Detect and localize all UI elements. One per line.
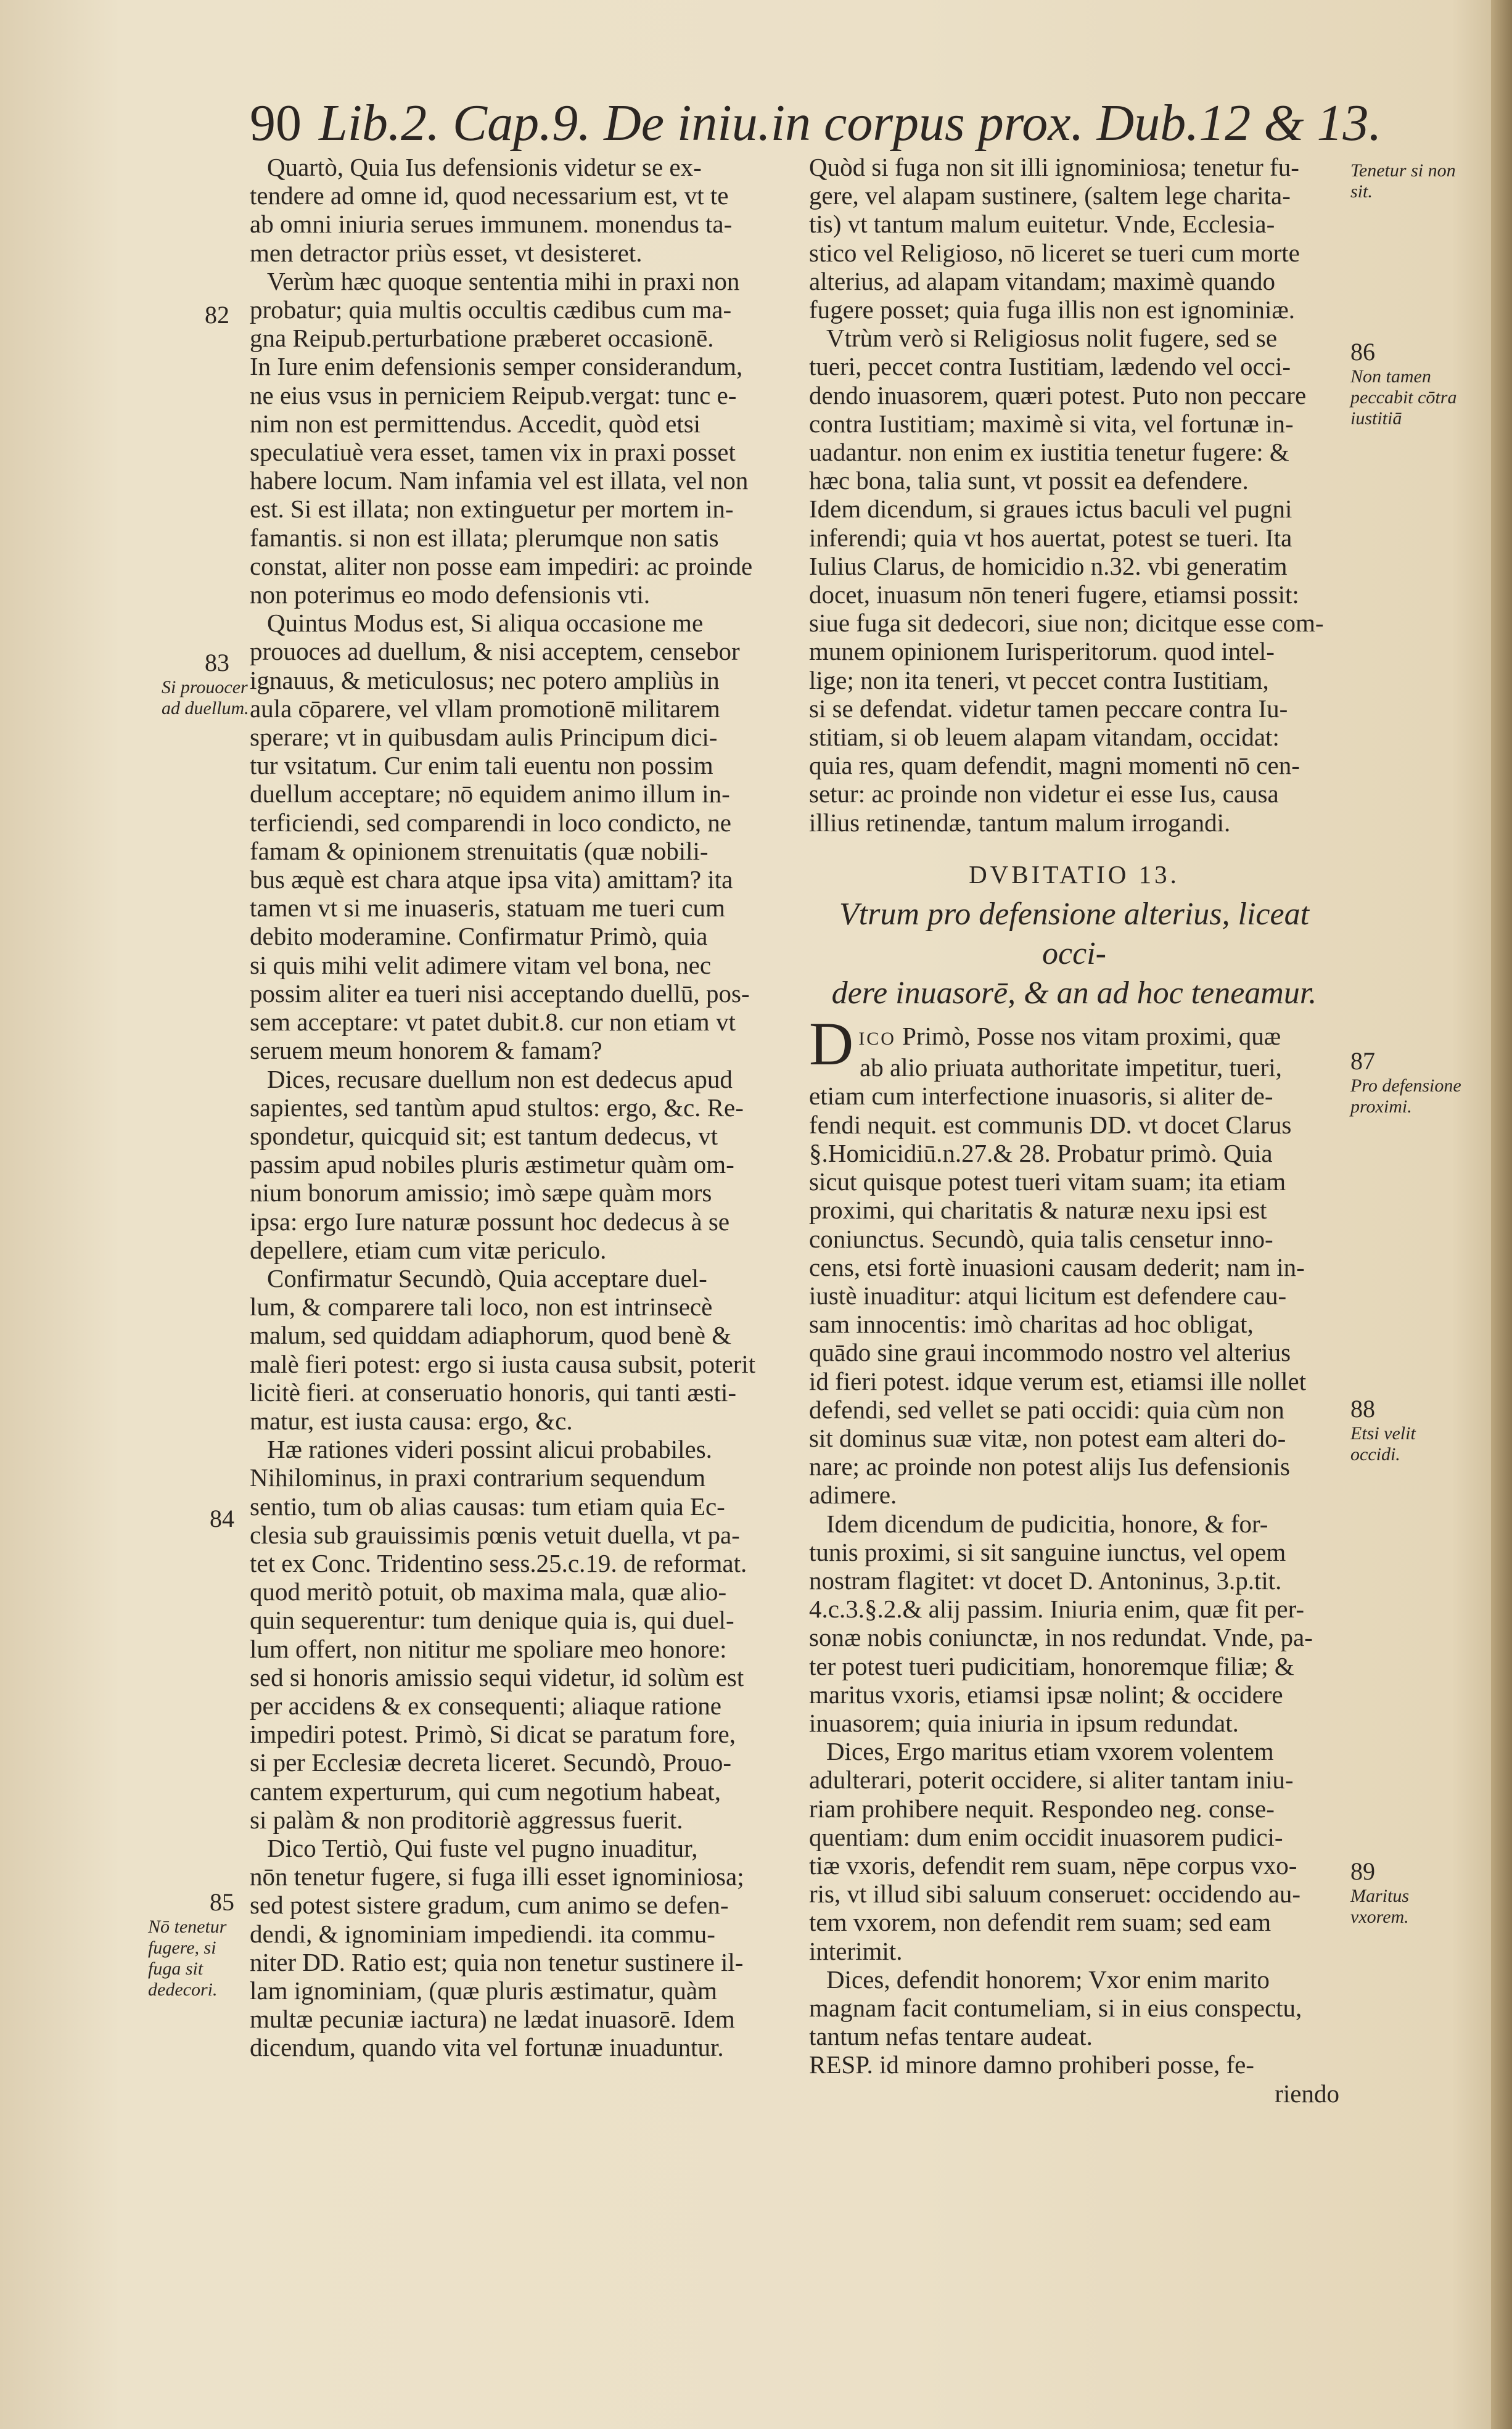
margin-note	[162, 649, 254, 719]
text-line: defendi, sed vellet se pati occidi: quia cùm non	[809, 1395, 1284, 1424]
text-line: passim apud nobiles pluris æstimetur quàm om-	[250, 1150, 734, 1179]
text-line: licitè fieri. at conseruatio honoris, qui tanti æsti-	[250, 1378, 737, 1407]
text-line: sperare; vt in quibusdam aulis Principum dici-	[250, 723, 718, 752]
text-line: si per Ecclesiæ decreta liceret. Secundò, Prouo-	[250, 1748, 731, 1777]
text-line: Confirmatur Secundò, Quia acceptare duel-	[267, 1264, 707, 1293]
text-line: malè fieri potest: ergo si iusta causa subsit, poterit	[250, 1349, 756, 1378]
margin-number-87: 87	[1350, 1047, 1375, 1075]
section-question-line: dere inuasorē, & an ad hoc teneamur.	[831, 976, 1317, 1011]
margin-number-86: 86	[1350, 338, 1375, 366]
margin-note-text: Tenetur si non sit.	[1350, 160, 1456, 202]
text-line: cens, etsi fortè inuasioni causam dederit; nam in-	[809, 1252, 1305, 1281]
text-line: niter DD. Ratio est; quia non tenetur sustinere il-	[250, 1947, 744, 1976]
text-line: inuasorem; quia iniuria in ipsum redundat.	[809, 1708, 1239, 1737]
margin-note	[1350, 1047, 1461, 1117]
text-line: Quintus Modus est, Si aliqua occasione me	[267, 609, 704, 638]
text-line: clesia sub grauissimis pœnis vetuit duella, vt pa-	[250, 1520, 740, 1549]
margin-note	[1350, 160, 1461, 202]
text-line: per accidens & ex consequenti; aliaque ratione	[250, 1691, 722, 1720]
text-line: est. Si est illata; non extinguetur per mortem in-	[250, 495, 734, 524]
text-line: sonæ nobis coniunctæ, in nos redundat. Vnde, pa-	[809, 1623, 1313, 1652]
text-line: nōn tenetur fugere, si fuga illi esset ignominiosa;	[250, 1862, 744, 1891]
text-line: Verùm hæc quoque sententia mihi in praxi non	[267, 266, 740, 295]
text-line: tem vxorem, non defendit rem suam; sed eam	[809, 1908, 1272, 1937]
margin-note-text: Nō tenetur fugere, si fuga sit dedecori.	[148, 1917, 227, 2000]
text-line: debito moderamine. Confirmatur Primò, quia	[250, 922, 708, 951]
text-line: lam ignominiam, (quæ pluris æstimatur, quàm	[250, 1976, 717, 2005]
text-line: maritus vxoris, etiamsi ipsæ nolint; & occidere	[809, 1680, 1283, 1709]
text-line: Iulius Clarus, de homicidio n.32. vbi generatim	[809, 551, 1288, 580]
left-column	[250, 153, 780, 2062]
text-line: ab alio priuata authoritate impetitur, tueri,	[860, 1053, 1282, 1082]
page-edge-shadow	[1491, 0, 1512, 2429]
text-line: hæc bona, talia sunt, vt possit ea defendere.	[809, 466, 1249, 495]
text-line: inferendi; quia vt hos auertat, potest se tueri. Ita	[809, 523, 1292, 552]
text-line: lum offert, non nititur me spoliare meo honore:	[250, 1634, 727, 1663]
text-line: magnam facit contumeliam, si in eius conspectu,	[809, 1993, 1302, 2022]
text-line: quin sequerentur: tum denique quia is, qui duel-	[250, 1606, 734, 1635]
text-line: tamen vt si me inuaseris, statuam me tueri cum	[250, 894, 725, 923]
text-line: munem opinionem Iurisperitorum. quod intel-	[809, 637, 1275, 666]
section-question	[809, 895, 1339, 1013]
text-line: Hæ rationes videri possint alicui probabiles.	[267, 1435, 712, 1464]
text-line: ab omni iniuria serues immunem. monendus ta-	[250, 210, 733, 239]
margin-number	[210, 1505, 234, 1533]
text-line: 4.c.3.§.2.& alij passim. Iniuria enim, quæ fit per-	[809, 1595, 1305, 1624]
text-line: matur, est iusta causa: ergo, &c.	[250, 1406, 573, 1435]
text-line: docet, inuasum nōn teneri fugere, etiamsi possit:	[809, 580, 1299, 609]
text-line: Idem dicendum, si graues ictus baculi vel pugni	[809, 495, 1292, 524]
text-line: nostram flagitet: vt docet D. Antoninus, 3.p.tit.	[809, 1566, 1282, 1595]
text-line: tet ex Conc. Tridentino sess.25.c.19. de reformat.	[250, 1548, 747, 1577]
margin-note	[1350, 1395, 1461, 1465]
text-line: tueri, peccet contra Iustitiam, lædendo vel occi-	[809, 352, 1291, 381]
text-line: siue fuga sit dedecori, siue non; dicitque esse com-	[809, 609, 1324, 638]
text-line: proximi, qui charitatis & naturæ nexu ipsi est	[809, 1196, 1267, 1225]
small-caps-word: ICO	[858, 1029, 896, 1050]
text-line: sicut quisque potest tueri vitam suam; ita etiam	[809, 1167, 1286, 1196]
margin-note-text: Non tamen peccabit cōtra iustitiā	[1350, 366, 1457, 429]
text-line: setur: ac proinde non videtur ei esse Ius, causa	[809, 779, 1279, 808]
text-line: quod meritò potuit, ob maxima mala, quæ alio-	[250, 1577, 727, 1606]
text-line: illius retinendæ, tantum malum irrogandi.	[809, 808, 1231, 837]
text-line: duellum acceptare; nō equidem animo illum in-	[250, 779, 730, 808]
text-line: prouoces ad duellum, & nisi acceptem, censebor	[250, 637, 740, 666]
drop-cap: D	[809, 1009, 854, 1079]
text-line: tis) vt tantum malum euitetur. Vnde, Ecclesia-	[809, 210, 1275, 239]
text-line: si palàm & non proditoriè aggressus fuerit.	[250, 1805, 683, 1834]
text-line: nare; ac proinde non potest alijs Ius defensionis	[809, 1452, 1290, 1481]
page-number: 90	[250, 94, 302, 152]
running-header	[250, 89, 1382, 157]
margin-note-text: Pro defensione proximi.	[1350, 1075, 1461, 1117]
text-line: sed potest sistere gradum, cum animo se defen-	[250, 1891, 729, 1920]
text-line: sam innocentis: imò charitas ad hoc obligat,	[809, 1310, 1254, 1339]
text-line: constat, aliter non posse eam impediri: ac proinde	[250, 551, 753, 580]
text-line: lige; non ita teneri, vt peccet contra Iustitiam,	[809, 665, 1269, 694]
text-line: malum, sed quiddam adiaphorum, quod benè &	[250, 1321, 732, 1350]
text-line: stico vel Religioso, nō liceret se tueri cum morte	[809, 238, 1300, 267]
text-line: adimere.	[809, 1481, 897, 1510]
text-line: seruem meum honorem & famam?	[250, 1036, 602, 1065]
text-line: sit dominus suæ vitæ, non potest eam alteri do-	[809, 1423, 1286, 1452]
text-line: si quis mihi velit adimere vitam vel bona, nec	[250, 950, 712, 979]
text-line: gna Reipub.perturbatione præberet occasionē.	[250, 324, 714, 353]
text-line: contra Iustitiam; maximè si vita, vel fortunæ in-	[809, 409, 1294, 438]
text-line: Dico Tertiò, Qui fuste vel pugno inuaditur,	[267, 1833, 698, 1862]
text-line: Quòd si fuga non sit illi ignominiosa; tenetur fu-	[809, 153, 1299, 181]
text-line: non poterimus eo modo defensionis vti.	[250, 580, 651, 609]
text-line: tantum nefas tentare audeat.	[809, 2022, 1093, 2051]
text-line: tendere ad omne id, quod necessarium est, vt te	[250, 181, 729, 210]
section-question-line: Vtrum pro defensione alterius, liceat occi-	[839, 897, 1310, 972]
text-line: lum, & comparere tali loco, non est intrinsecè	[250, 1293, 713, 1321]
text-line: Quartò, Quia Ius defensionis videtur se ex-	[267, 153, 702, 181]
text-line: habere locum. Nam infamia vel est illata, vel non	[250, 466, 749, 495]
text-line: possim aliter ea tueri nisi acceptando duellū, pos-	[250, 979, 750, 1008]
text-line: speculatiuè vera esset, tamen vix in praxi posset	[250, 438, 736, 467]
text-line: sem acceptare: vt patet dubit.8. cur non etiam vt	[250, 1008, 736, 1037]
text-line: Dices, recusare duellum non est dedecus apud	[267, 1064, 733, 1093]
margin-number-89: 89	[1350, 1857, 1375, 1885]
text-line: Nihilominus, in praxi contrarium sequendum	[250, 1463, 706, 1492]
margin-note	[148, 1888, 247, 2000]
margin-note	[1350, 1857, 1461, 1928]
margin-note-text: Si prouocer ad duellum.	[162, 677, 249, 718]
catchword: riendo	[1275, 2079, 1339, 2108]
text-line: In Iure enim defensionis semper considerandum,	[250, 352, 743, 381]
text-line: id fieri potest. idque verum est, etiamsi ille nollet	[809, 1367, 1307, 1395]
text-line: nim non est permittendus. Accedit, quòd etsi	[250, 409, 701, 438]
text-line: bus æquè est chara atque ipsa vita) amittam? ita	[250, 865, 733, 894]
margin-number-85: 85	[210, 1888, 234, 1916]
text-line: tunis proximi, si sit sanguine iunctus, vel opem	[809, 1537, 1286, 1566]
text-line: impediri potest. Primò, Si dicat se paratum fore,	[250, 1720, 736, 1749]
text-line: quādo sine graui incommodo nostro vel alterius	[809, 1338, 1291, 1367]
text-line: tur vsitatum. Cur enim tali euentu non possim	[250, 751, 713, 780]
margin-number-82: 82	[205, 301, 229, 329]
text-line: men detractor priùs esset, vt desisteret.	[250, 238, 643, 267]
margin-number	[205, 301, 229, 329]
margin-number-88: 88	[1350, 1395, 1375, 1423]
text-line: spondetur, quicquid sit; est tantum dedecus, vt	[250, 1121, 718, 1150]
text-line: etiam cum interfectione inuasoris, si aliter de-	[809, 1082, 1273, 1111]
text-line: terficiendi, sed comparendi in loco condicto, ne	[250, 808, 732, 837]
text-line: si se defendat. videtur tamen peccare contra Iu-	[809, 694, 1288, 723]
text-line: Idem dicendum de pudicitia, honore, & for-	[826, 1509, 1268, 1538]
text-line: coniunctus. Secundò, quia talis censetur inno-	[809, 1224, 1273, 1253]
text-line: ignauus, & meticulosus; nec potero ampliùs in	[250, 665, 720, 694]
text-line: ipsa: ergo Iure naturæ possunt hoc dedecus à se	[250, 1207, 730, 1236]
text-line: RESP. id minore damno prohiberi posse, fe-	[809, 2050, 1254, 2079]
text-line: fendi nequit. est communis DD. vt docet Clarus	[809, 1110, 1292, 1139]
text-line: multæ pecuniæ iactura) ne lædat inuasorē. Idem	[250, 2005, 735, 2034]
text-line: dendo inuasorem, quæri potest. Puto non peccare	[809, 380, 1307, 409]
text-line: sed si honoris amissio sequi videtur, id solùm est	[250, 1662, 744, 1691]
text-line: uadantur. non enim ex iustitia tenetur fugere: &	[809, 438, 1289, 467]
text-line: famam & opinionem strenuitatis (quæ nobili-	[250, 836, 709, 865]
margin-number-84: 84	[210, 1505, 234, 1532]
text-line: Dices, defendit honorem; Vxor enim marito	[826, 1965, 1270, 1994]
text-line: alterius, ad alapam vitandam; maximè quando	[809, 266, 1275, 295]
text-line: riam prohibere nequit. Respondeo neg. conse-	[809, 1794, 1275, 1823]
right-column	[809, 153, 1339, 2108]
text-line: ne eius vsus in perniciem Reipub.vergat: tunc e-	[250, 380, 737, 409]
text-line: interimit.	[809, 1936, 903, 1965]
text-line: §.Homicidiū.n.27.& 28. Probatur primò. Quia	[809, 1138, 1273, 1167]
text-line: iustè inuaditur: atqui licitum est defendere cau-	[809, 1281, 1287, 1310]
dropcap-line-rest: Primò, Posse nos vitam proximi, quæ	[895, 1022, 1281, 1051]
text-line: Vtrùm verò si Religiosus nolit fugere, sed se	[826, 324, 1278, 353]
text-line: tiæ vxoris, defendit rem suam, nēpe corpus vxo-	[809, 1851, 1297, 1880]
text-line: quentiam: dum enim occidit inuasorem pudici-	[809, 1822, 1283, 1851]
margin-number-83: 83	[205, 649, 229, 676]
margin-note	[1350, 338, 1461, 429]
text-line: ter potest tueri pudicitiam, honoremque filiæ; &	[809, 1651, 1294, 1680]
margin-note-text: Etsi velit occidi.	[1350, 1423, 1416, 1465]
text-line: aula cōparere, vel vllam promotionē militarem	[250, 694, 720, 723]
text-line: Dices, Ergo maritus etiam vxorem volentem	[826, 1737, 1274, 1766]
text-line: cantem experturum, qui cum negotium habeat,	[250, 1777, 721, 1806]
text-line: probatur; quia multis occultis cædibus cum ma-	[250, 295, 732, 324]
text-line: gere, vel alapam sustinere, (saltem lege charita-	[809, 181, 1291, 210]
text-line: nium bonorum amissio; imò sæpe quàm mors	[250, 1178, 712, 1207]
text-line: stitiam, si ob leuem alapam vitandam, occidat:	[809, 723, 1280, 752]
running-title: Lib.2. Cap.9. De iniu.in corpus prox. Dub.12 & 13.	[319, 94, 1382, 152]
text-line: adulterari, poterit occidere, si aliter tantam iniu-	[809, 1765, 1294, 1794]
text-line: famantis. si non est illata; plerumque non satis	[250, 523, 719, 552]
text-line: dicendum, quando vita vel fortunæ inuaduntur.	[250, 2033, 724, 2062]
text-line: sentio, tum ob alias causas: tum etiam quia Ec-	[250, 1492, 725, 1521]
text-line: ris, vt illud sibi saluum conseruet: occidendo au-	[809, 1880, 1301, 1909]
margin-note-text: Maritus vxorem.	[1350, 1886, 1410, 1927]
text-line: sapientes, sed tantùm apud stultos: ergo, &c. Re-	[250, 1093, 744, 1122]
text-line: quia res, quam defendit, magni momenti nō cen-	[809, 751, 1300, 780]
text-line: depellere, etiam cum vitæ periculo.	[250, 1235, 607, 1264]
text-line: fugere posset; quia fuga illis non est ignominiæ.	[809, 295, 1296, 324]
section-heading: DVBITATIO 13.	[969, 860, 1180, 889]
text-line: dendi, & ignominiam impediendi. ita commu-	[250, 1919, 715, 1948]
